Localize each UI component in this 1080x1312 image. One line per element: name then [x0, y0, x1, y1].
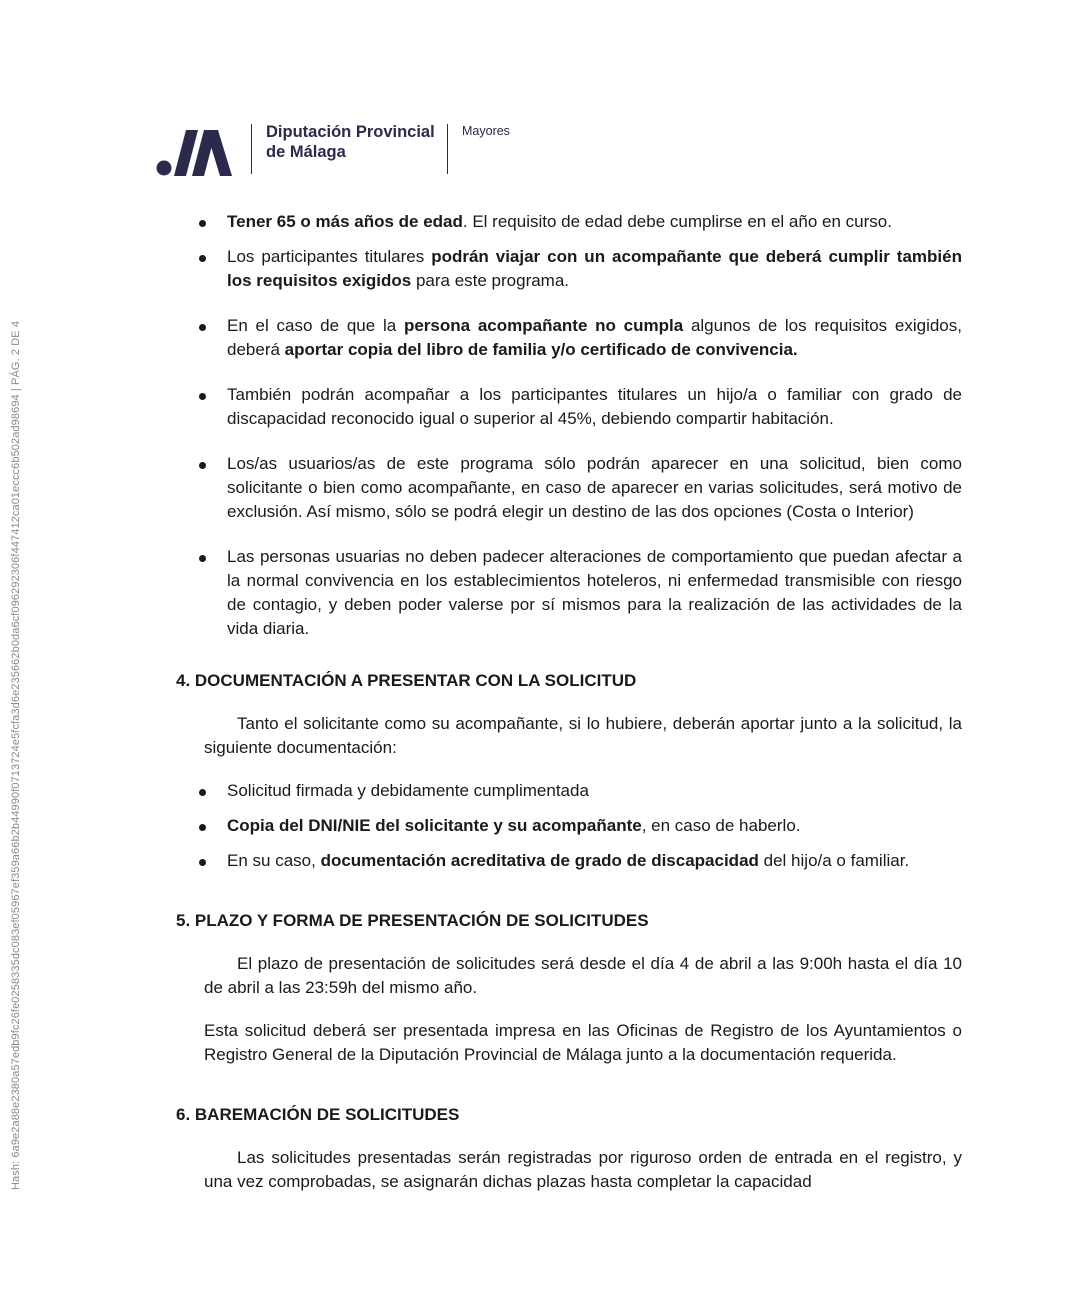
section-5-title: 5. PLAZO Y FORMA DE PRESENTACIÓN DE SOLICITUDES: [176, 911, 649, 930]
list-item: También podrán acompañar a los participantes titulares un hijo/a o familiar con grado de discapacidad reconocido igual o superior al 45%, debiendo compartir habitación.: [176, 383, 962, 431]
section-6-title: 6. BAREMACIÓN DE SOLICITUDES: [176, 1105, 460, 1124]
department-name: Mayores: [462, 124, 510, 138]
list-item: Las personas usuarias no deben padecer alteraciones de comportamiento que puedan afectar a la normal convivencia en los establecimientos hoteleros, ni enfermedad transmisible con riesgo de contagio, y deben poder valerse por sí mismos para la realización de las actividades de la vida diaria.: [176, 545, 962, 641]
list-item: Tener 65 o más años de edad. El requisito de edad debe cumplirse en el año en curso.: [176, 210, 962, 234]
section-6-paragraph-1: Las solicitudes presentadas serán registradas por riguroso orden de entrada en el registro, y una vez comprobadas, se asignarán dichas plazas hasta completar la capacidad: [204, 1148, 962, 1191]
documentation-list: [176, 779, 962, 873]
document-hash-footer: Hash: 6a9e2a88e2380a57edb9fc26fe0258335dc083ef05967ef359a66b2b44990f0713724e5fcfa3d6e235662b0da6cf096292306f447412ca01eccc6b502ad98694 | PÁG. 2 DE 4: [10, 320, 22, 1190]
list-item: Copia del DNI/NIE del solicitante y su acompañante, en caso de haberlo.: [176, 814, 962, 838]
section-4-intro: Tanto el solicitante como su acompañante, si lo hubiere, deberán aportar junto a la solicitud, la siguiente documentación:: [204, 714, 962, 757]
list-item: Los/as usuarios/as de este programa sólo podrán aparecer en una solicitud, bien como solicitante o bien como acompañante, en caso de aparecer en varias solicitudes, será motivo de exclusión. Así mismo, sólo se podrá elegir un destino de las dos opciones (Costa o Interior): [176, 452, 962, 524]
department-divider: [447, 124, 448, 174]
requirements-list: [176, 210, 962, 641]
list-item: En su caso, documentación acreditativa de grado de discapacidad del hijo/a o familiar.: [176, 849, 962, 873]
document-body: [176, 210, 962, 1213]
section-5-paragraph-1: El plazo de presentación de solicitudes será desde el día 4 de abril a las 9:00h hasta el día 10 de abril a las 23:59h del mismo año.: [204, 954, 962, 997]
organization-name: [266, 122, 435, 162]
section-5-paragraph-2: Esta solicitud deberá ser presentada impresa en las Oficinas de Registro de los Ayuntamientos o Registro General de la Diputación Provincial de Málaga junto a la documentación requerida.: [204, 1021, 962, 1064]
diputacion-malaga-logo-icon: [156, 126, 240, 176]
section-4-title: 4. DOCUMENTACIÓN A PRESENTAR CON LA SOLICITUD: [176, 671, 637, 690]
logo-divider: [251, 124, 252, 174]
list-item: En el caso de que la persona acompañante no cumpla algunos de los requisitos exigidos, deberá aportar copia del libro de familia y/o certificado de convivencia.: [176, 314, 962, 362]
list-item: Los participantes titulares podrán viajar con un acompañante que deberá cumplir también los requisitos exigidos para este programa.: [176, 245, 962, 293]
org-name-line1: Diputación Provincial: [266, 123, 435, 141]
org-name-line2: de Málaga: [266, 143, 346, 161]
document-header: [156, 120, 556, 180]
list-item: Solicitud firmada y debidamente cumplimentada: [176, 779, 962, 803]
